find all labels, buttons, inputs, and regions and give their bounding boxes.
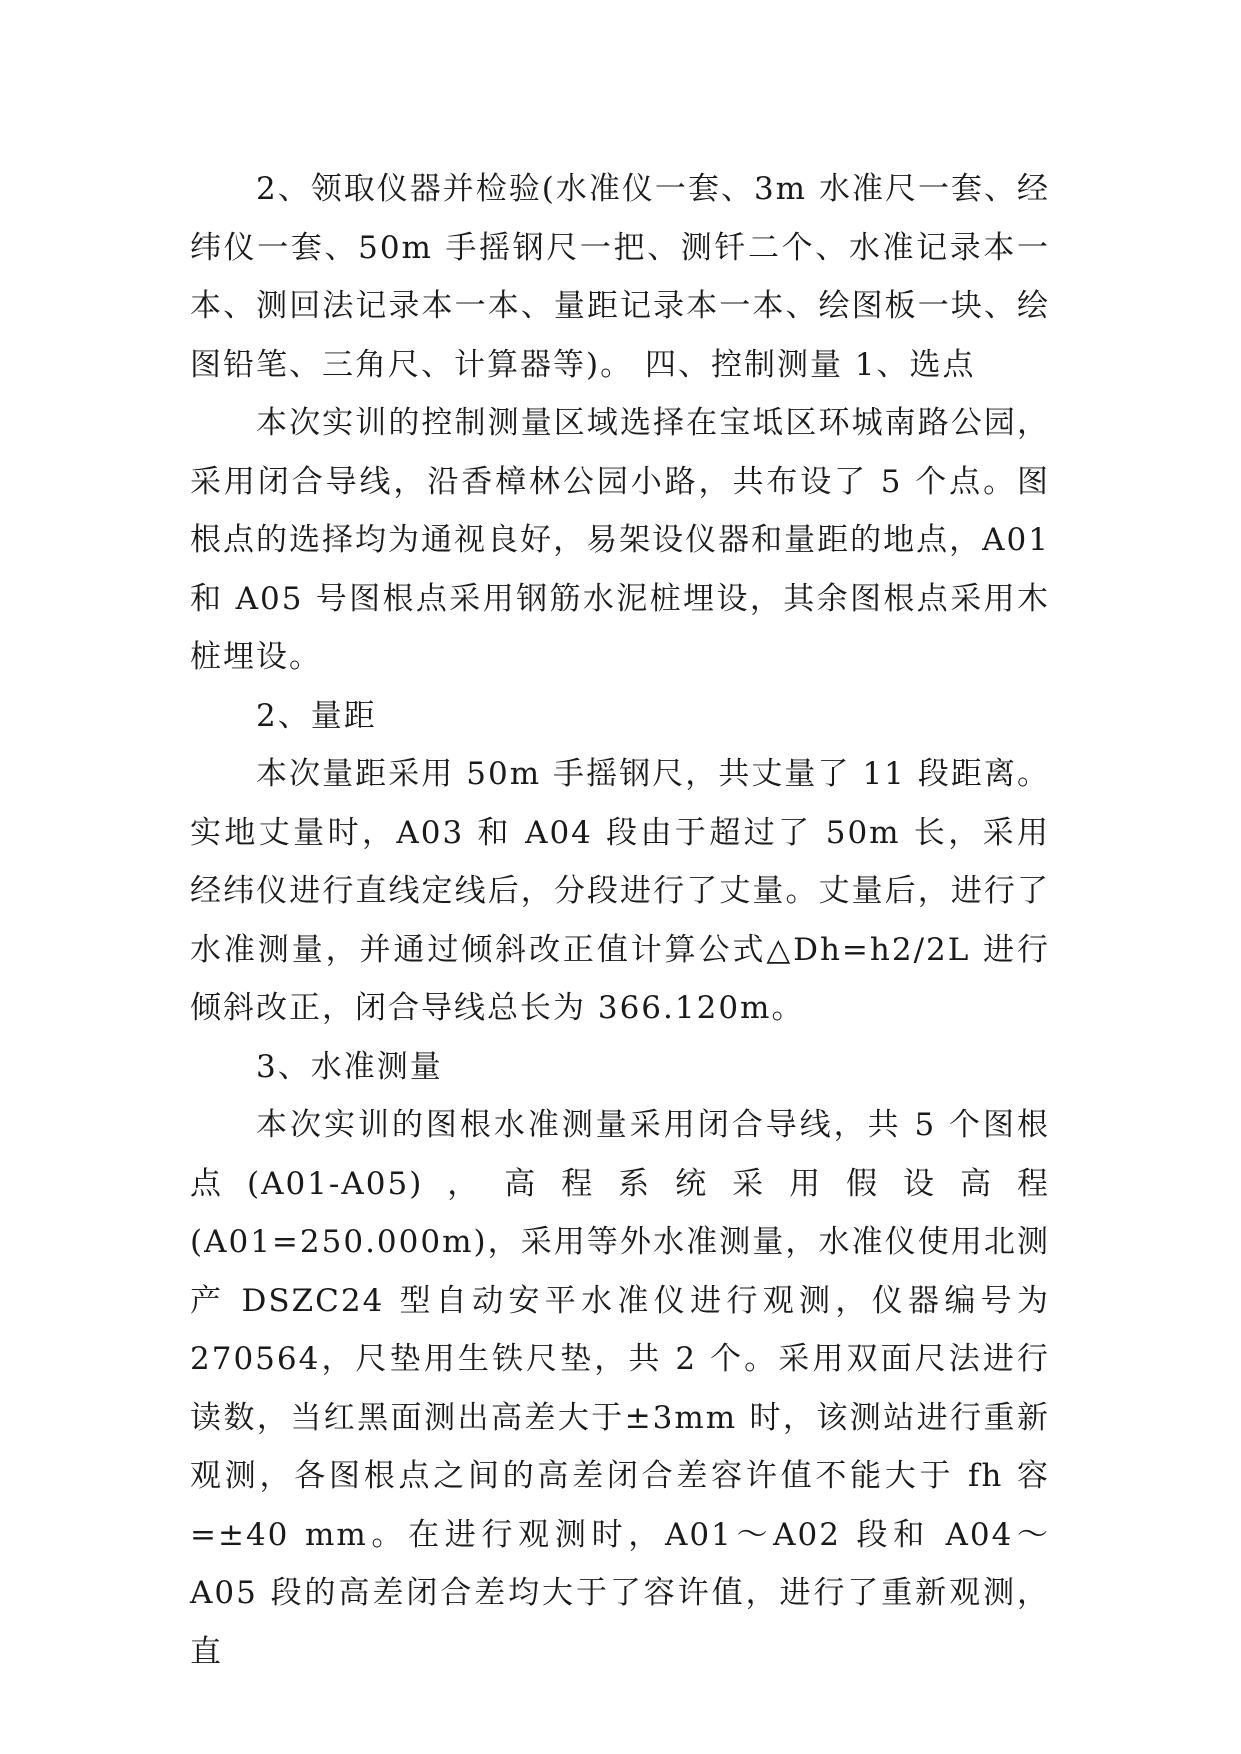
paragraph-equipment: 2、领取仪器并检验(水准仪一套、3m 水准尺一套、经纬仪一套、50m 手摇钢尺一把、测钎二个、水准记录本一本、测回法记录本一本、量距记录本一本、绘图板一块、绘图铅笔、三角尺、计算器等)。 四、控制测量 1、选点 bbox=[190, 171, 1050, 383]
section-heading-distance: 2、量距 bbox=[256, 697, 377, 734]
paragraph-leveling: 本次实训的图根水准测量采用闭合导线，共 5 个图根点(A01-A05)，高程系统采用假设高程(A01=250.000m)，采用等外水准测量，水准仪使用北测产 DSZC24 型自动安平水准仪进行观测，仪器编号为 270564，尺垫用生铁尺垫，共 2 个。采用双面尺法进行读数，当红黑面测出高差大于±3mm 时，该测站进行重新观测，各图根点之间的高差闭合差容许值不能大于 fh 容=±40 mm。在进行观测时，A01～A02 段和 A04～A05 段的高差闭合差均大于了容许值，进行了重新观测，直 bbox=[190, 1107, 1050, 1670]
document-page bbox=[190, 160, 1050, 1681]
section-heading-leveling: 3、水准测量 bbox=[256, 1048, 443, 1085]
paragraph-site-selection: 本次实训的控制测量区域选择在宝坻区环城南路公园，采用闭合导线，沿香樟林公园小路，共布设了 5 个点。图根点的选择均为通视良好，易架设仪器和量距的地点，A01 和 A05 号图根点采用钢筋水泥桩埋设，其余图根点采用木桩埋设。 bbox=[190, 405, 1050, 675]
paragraph-distance: 本次量距采用 50m 手摇钢尺，共丈量了 11 段距离。实地丈量时，A03 和 A04 段由于超过了 50m 长，采用经纬仪进行直线定线后，分段进行了丈量。丈量后，进行了水准测量，并通过倾斜改正值计算公式△Dh=h2/2L 进行倾斜改正，闭合导线总长为 366.120m。 bbox=[190, 756, 1050, 1026]
